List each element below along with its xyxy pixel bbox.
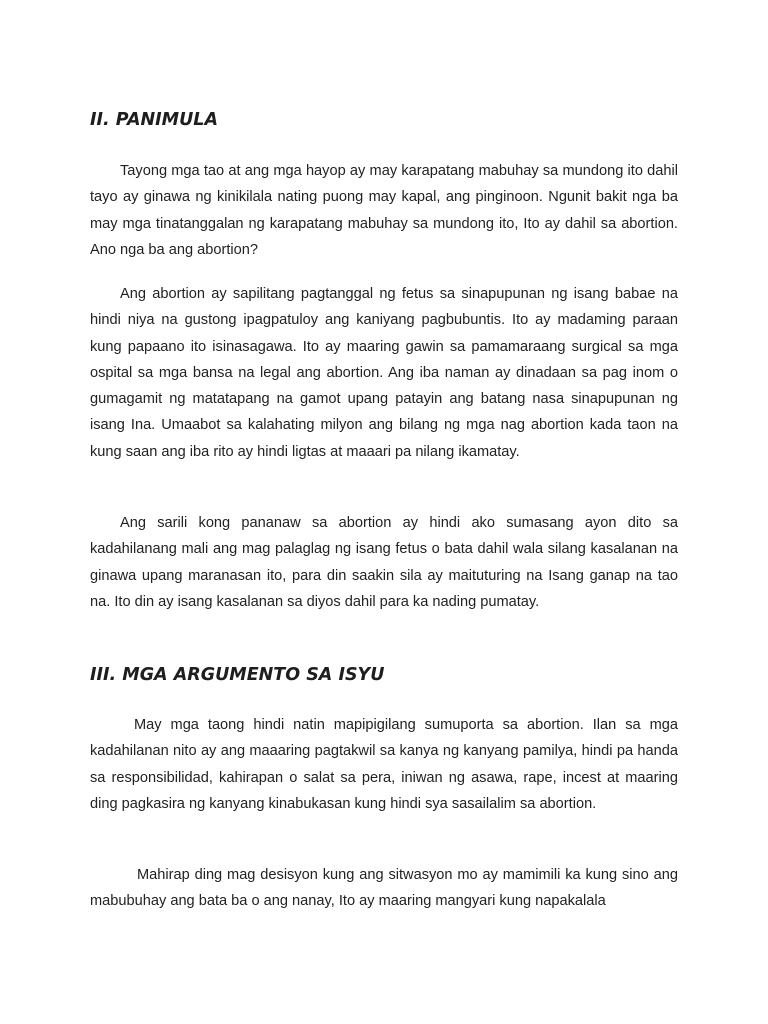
document-page (90, 0, 678, 1024)
paragraph-abortion-definition: Ang abortion ay sapilitang pagtanggal ng fetus sa sinapupunan ng isang babae na hindi niya na gustong ipagpatuloy ang kaniyang pagbubuntis. Ito ay madaming paraan kung papaano ito isinasagawa. Ito ay maaring gawin sa pamamaraang surgical sa mga ospital sa mga bansa na legal ang abortion. Ang iba naman ay dinadaan sa pag inom o gumagamit ng matatapang na gamot upang patayin ang batang nasa sinapupunan ng isang Ina. Umaabot sa kalahating milyon ang bilang ng mga nag abortion kada taon na kung saan ang iba rito ay hindi ligtas at maaari pa nilang ikamatay. (90, 286, 678, 460)
paragraph-personal-view: Ang sarili kong pananaw sa abortion ay hindi ako sumasang ayon dito sa kadahilanang mali ang mag palaglag ng isang fetus o bata dahil wala silang kasalanan na ginawa upang maranasan ito, para din saakin sila ay maituturing na Isang ganap na tao na. Ito din ay isang kasalanan sa diyos dahil para ka nading pumatay. (90, 515, 678, 610)
paragraph-intro: Tayong mga tao at ang mga hayop ay may karapatang mabuhay sa mundong ito dahil tayo ay ginawa ng kinikilala nating puong may kapal, ang pinginoon. Ngunit bakit nga ba may mga tinatanggalan ng karapatang mabuhay sa mundong ito, Ito ay dahil sa abortion. Ano nga ba ang abortion? (90, 163, 678, 258)
paragraph-difficult-decision: Mahirap ding mag desisyon kung ang sitwasyon mo ay mamimili ka kung sino ang mabubuhay ang bata ba o ang nanay, Ito ay maaring mangyari kung napakalala (90, 867, 678, 910)
section-heading-argumento: III. MGA ARGUMENTO SA ISYU (90, 665, 385, 685)
paragraph-arguments: May mga taong hindi natin mapipigilang sumuporta sa abortion. Ilan sa mga kadahilanan nito ay ang maaaring pagtakwil sa kanya ng kanyang pamilya, hindi pa handa sa responsibilidad, kahirapan o salat sa pera, iniwan ng asawa, rape, incest at maaring ding pagkasira ng kanyang kinabukasan kung hindi sya sasailalim sa abortion. (90, 717, 678, 812)
section-heading-panimula: II. PANIMULA (90, 110, 219, 130)
